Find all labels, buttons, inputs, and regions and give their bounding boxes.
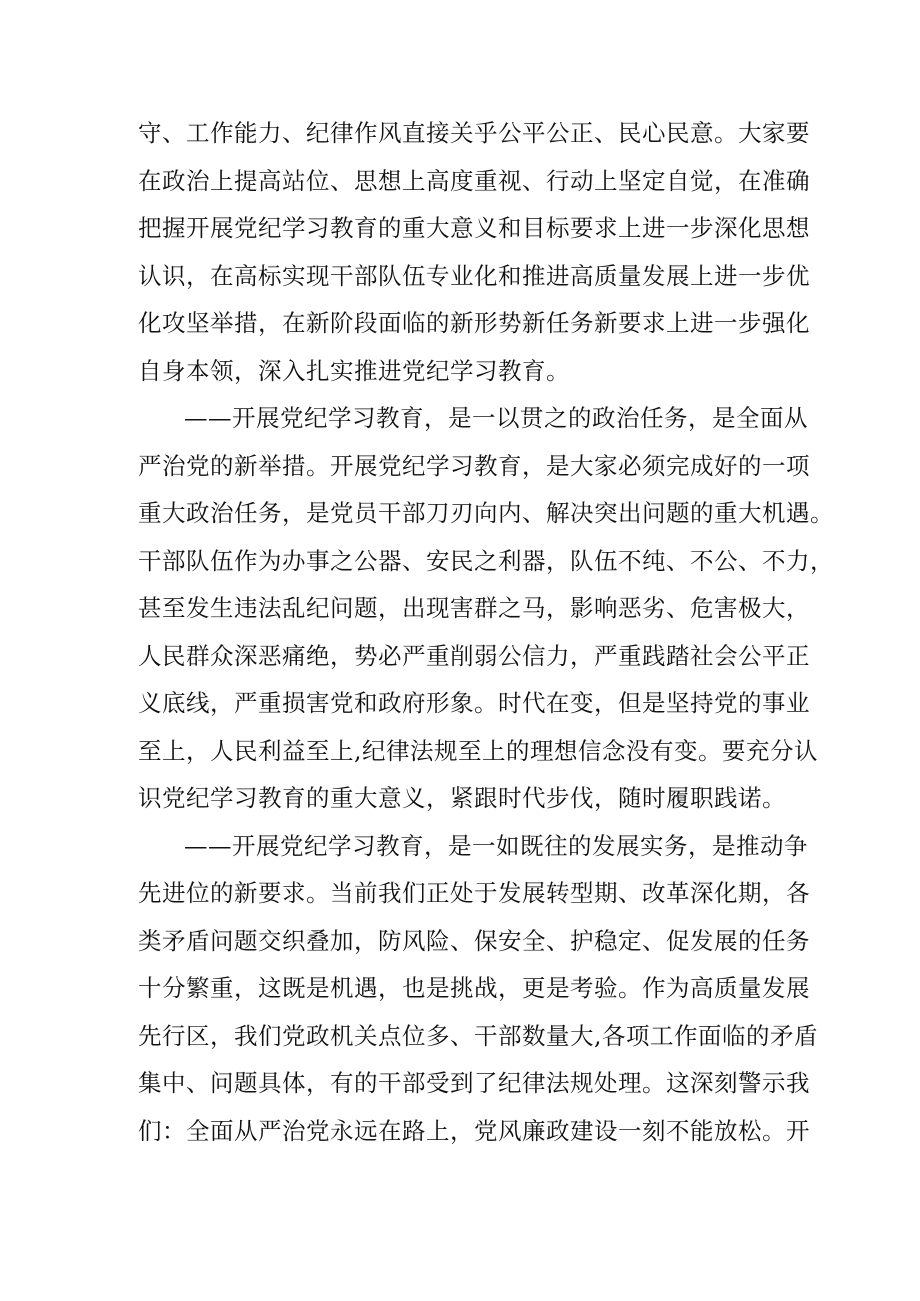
text-line: 在政治上提高站位、思想上高度重视、行动上坚定自觉，在准确: [138, 166, 810, 195]
text-line: 先进位的新要求。当前我们正处于发展转型期、改革深化期，各: [138, 879, 810, 907]
paragraph-3: [138, 823, 818, 1156]
text-line: 识党纪学习教育的重大意义，紧跟时代步伐，随时履职践诺。: [138, 784, 786, 812]
paragraph-2: [138, 395, 834, 823]
text-line: 义底线，严重损害党和政府形象。时代在变，但是坚持党的事业: [138, 689, 810, 717]
text-line: 们：全面从严治党永远在路上，党风廉政建设一刻不能放松。开: [138, 1116, 810, 1145]
text-line: 集中、问题具体，有的干部受到了纪律法规处理。这深刻警示我: [138, 1069, 810, 1097]
text-line: 甚至发生违法乱纪问题，出现害群之马，影响恶劣、危害极大，: [138, 594, 810, 622]
text-line: ——开展党纪学习教育，是一如既往的发展实务，是推动争: [184, 831, 808, 860]
text-line: 十分繁重，这既是机遇，也是挑战，更是考验。作为高质量发展: [138, 974, 810, 1002]
text-line: 重大政治任务，是党员干部刀刃向内、解决突出问题的重大机遇。: [138, 499, 834, 527]
text-line: 把握开展党纪学习教育的重大意义和目标要求上进一步深化思想: [138, 214, 810, 242]
text-line: 化攻坚举措，在新阶段面临的新形势新任务新要求上进一步强化: [138, 309, 810, 337]
text-line: 至上，人民利益至上,纪律法规至上的理想信念没有变。要充分认: [138, 736, 818, 765]
text-line: 认识，在高标实现干部队伍专业化和推进高质量发展上进一步优: [138, 261, 810, 290]
text-line: ——开展党纪学习教育，是一以贯之的政治任务，是全面从: [184, 404, 808, 432]
text-line: 干部队伍作为办事之公器、安民之利器，队伍不纯、不公、不力，: [138, 546, 834, 575]
text-line: 类矛盾问题交织叠加，防风险、保安全、护稳定、促发展的任务: [138, 926, 810, 955]
text-line: 严治党的新举措。开展党纪学习教育，是大家必须完成好的一项: [138, 451, 810, 480]
text-line: 人民群众深恶痛绝，势必严重削弱公信力，严重践踏社会公平正: [138, 641, 810, 670]
text-line: 自身本领，深入扎实推进党纪学习教育。: [138, 356, 570, 385]
document-body: [138, 110, 834, 1155]
paragraph-1: [138, 110, 810, 395]
text-line: 守、工作能力、纪律作风直接关乎公平公正、民心民意。大家要: [138, 119, 810, 147]
text-line: 先行区，我们党政机关点位多、干部数量大,各项工作面临的矛盾: [138, 1021, 818, 1050]
